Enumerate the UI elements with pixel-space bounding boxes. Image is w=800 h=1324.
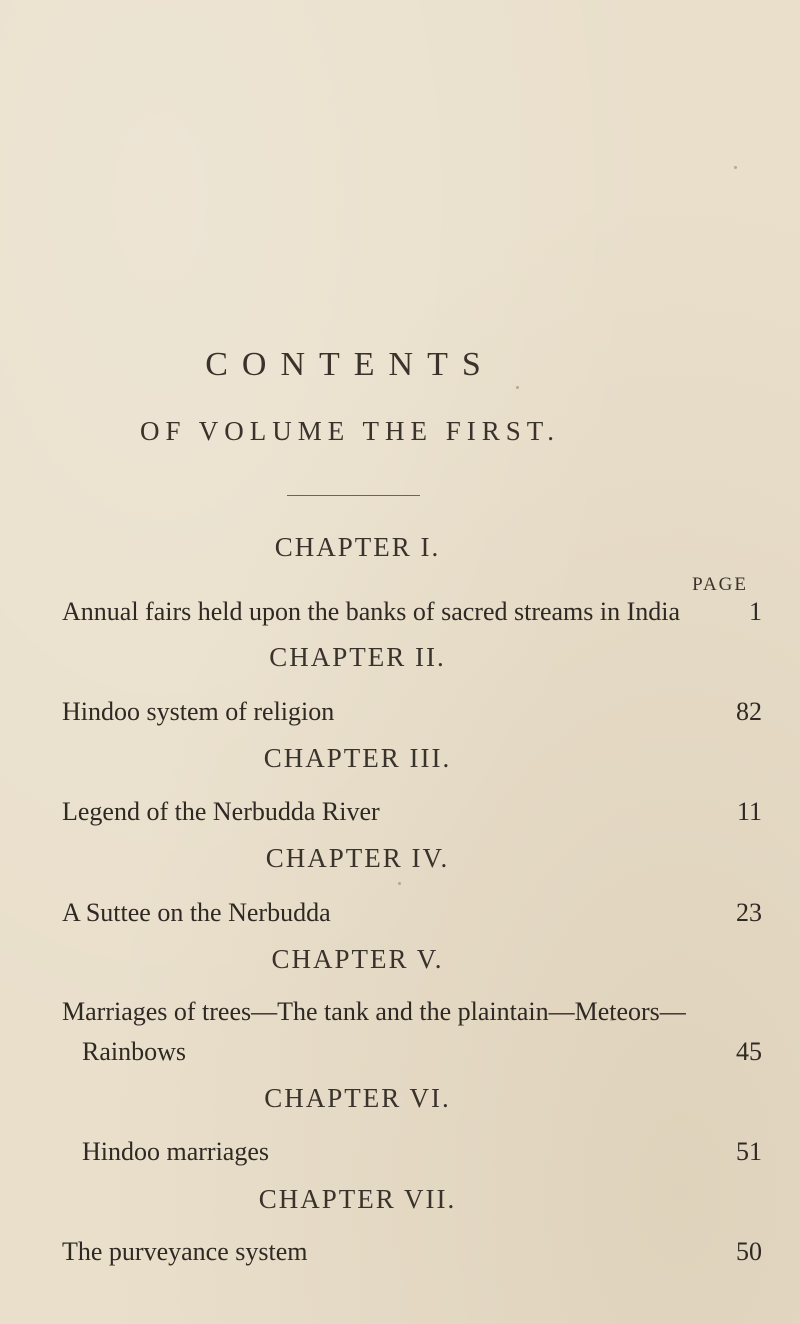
toc-page-4: 23: [736, 898, 762, 927]
toc-entry-4-text: A Suttee on the Nerbudda: [62, 898, 331, 927]
chapter-heading-5: CHAPTER V.: [271, 944, 444, 974]
paper-speck: [734, 166, 737, 169]
toc-page-7: 50: [736, 1237, 762, 1266]
paper-speck: [610, 1018, 613, 1021]
page-column-label: PAGE: [692, 574, 748, 595]
toc-entry-3[interactable]: [62, 797, 762, 827]
chapter-heading-1: CHAPTER I.: [274, 532, 441, 562]
chapter-heading-3: CHAPTER III.: [263, 743, 452, 773]
toc-entry-5-continued[interactable]: [82, 1037, 782, 1067]
toc-page-5: 45: [736, 1037, 762, 1066]
toc-page-3: 11: [736, 797, 762, 826]
paper-speck: [516, 386, 519, 389]
toc-entry-7[interactable]: [62, 1237, 762, 1267]
toc-page-1: 1: [749, 597, 762, 626]
toc-entry-5-text: Marriages of trees—The tank and the plaintain—Meteors—: [62, 997, 686, 1026]
chapter-heading-6: CHAPTER VI.: [264, 1083, 451, 1113]
toc-page-6: 51: [736, 1137, 762, 1166]
toc-entry-2-text: Hindoo system of religion: [62, 697, 335, 726]
toc-entry-6[interactable]: [82, 1137, 782, 1167]
toc-entry-1-text: Annual fairs held upon the banks of sacred streams in India: [62, 597, 681, 626]
toc-entry-4[interactable]: [62, 898, 762, 928]
toc-page-2: 82: [736, 697, 762, 726]
toc-entry-3-text: Legend of the Nerbudda River: [62, 797, 380, 826]
toc-entry-7-text: The purveyance system: [62, 1237, 308, 1266]
toc-entry-2[interactable]: [62, 697, 762, 727]
toc-entry-1[interactable]: [62, 597, 762, 627]
page-subtitle: OF VOLUME THE FIRST.: [139, 416, 561, 446]
chapter-heading-7: CHAPTER VII.: [258, 1184, 457, 1214]
paper-speck: [398, 882, 401, 885]
title-divider: [287, 495, 420, 496]
toc-entry-5-text-2: Rainbows: [82, 1037, 186, 1066]
toc-entry-6-text: Hindoo marriages: [82, 1137, 270, 1166]
chapter-heading-2: CHAPTER II.: [269, 642, 446, 672]
toc-entry-5[interactable]: [62, 997, 762, 1027]
page-title: CONTENTS: [205, 346, 495, 383]
chapter-heading-4: CHAPTER IV.: [265, 843, 450, 873]
